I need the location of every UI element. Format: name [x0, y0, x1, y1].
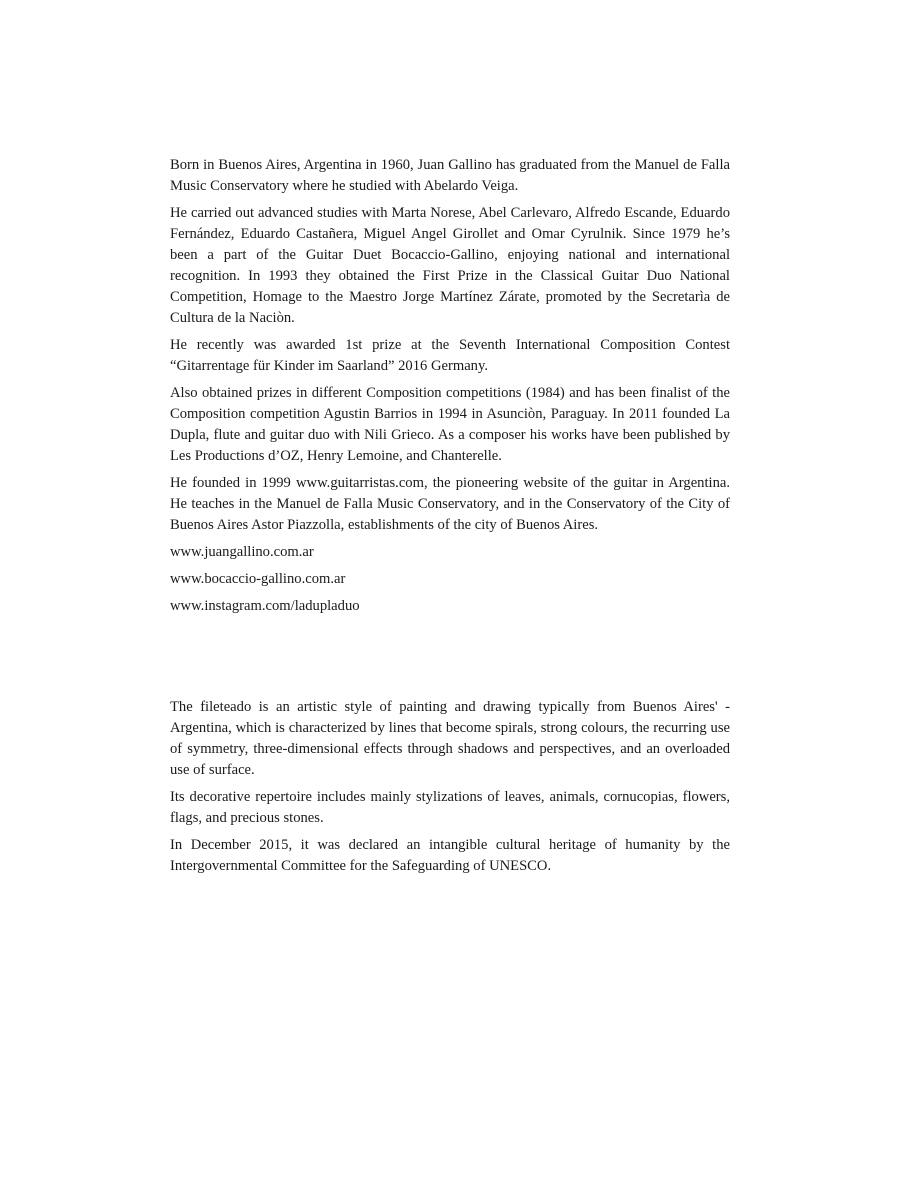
bio-paragraph-studies: He carried out advanced studies with Marta Norese, Abel Carlevaro, Alfredo Escande, Eduardo Fernández, Eduardo Castañera, Miguel Angel Girollet and Omar Cyrulnik. Since 1979 he’s been a part of the Guitar Duet Bocaccio-Gallino, enjoying national and international recognition. In 1993 they obtained the First Prize in the Classical Guitar Duo National Competition, Homage to the Maestro Jorge Martínez Zárate, promoted by the Secretarìa de Cultura de la Naciòn.: [170, 205, 730, 326]
link-juangallino[interactable]: www.juangallino.com.ar: [170, 544, 314, 560]
bio-paragraph-birth: Born in Buenos Aires, Argentina in 1960, Juan Gallino has graduated from the Manuel de Falla Music Conservatory where he studied with Abelardo Veiga.: [170, 157, 730, 194]
link-bocaccio-gallino[interactable]: www.bocaccio-gallino.com.ar: [170, 571, 346, 587]
fileteado-paragraph-repertoire: Its decorative repertoire includes mainly stylizations of leaves, animals, cornucopias, flowers, flags, and precious stones.: [170, 789, 730, 826]
fileteado-paragraph-unesco: In December 2015, it was declared an intangible cultural heritage of humanity by the Intergovernmental Committee for the Safeguarding of UNESCO.: [170, 837, 730, 874]
link-instagram-ladupladuo[interactable]: www.instagram.com/ladupladuo: [170, 598, 360, 614]
bio-paragraph-prizes: Also obtained prizes in different Composition competitions (1984) and has been finalist of the Composition competition Agustin Barrios in 1994 in Asunciòn, Paraguay. In 2011 founded La Dupla, flute and guitar duo with Nili Grieco. As a composer his works have been published by Les Productions d’OZ, Henry Lemoine, and Chanterelle.: [170, 385, 730, 464]
fileteado-section: [170, 697, 730, 883]
bio-paragraph-award: He recently was awarded 1st prize at the Seventh International Composition Contest “Gitarrentage für Kinder im Saarland” 2016 Germany.: [170, 337, 730, 374]
fileteado-paragraph-definition: The fileteado is an artistic style of painting and drawing typically from Buenos Aires' -Argentina, which is characterized by lines that become spirals, strong colours, the recurring use of symmetry, three-dimensional effects through shadows and perspectives, and an overloaded use of surface.: [170, 699, 730, 778]
biography-section: [170, 155, 730, 623]
bio-paragraph-website: He founded in 1999 www.guitarristas.com, the pioneering website of the guitar in Argentina. He teaches in the Manuel de Falla Music Conservatory, and in the Conservatory of the City of Buenos Aires Astor Piazzolla, establishments of the city of Buenos Aires.: [170, 475, 730, 533]
